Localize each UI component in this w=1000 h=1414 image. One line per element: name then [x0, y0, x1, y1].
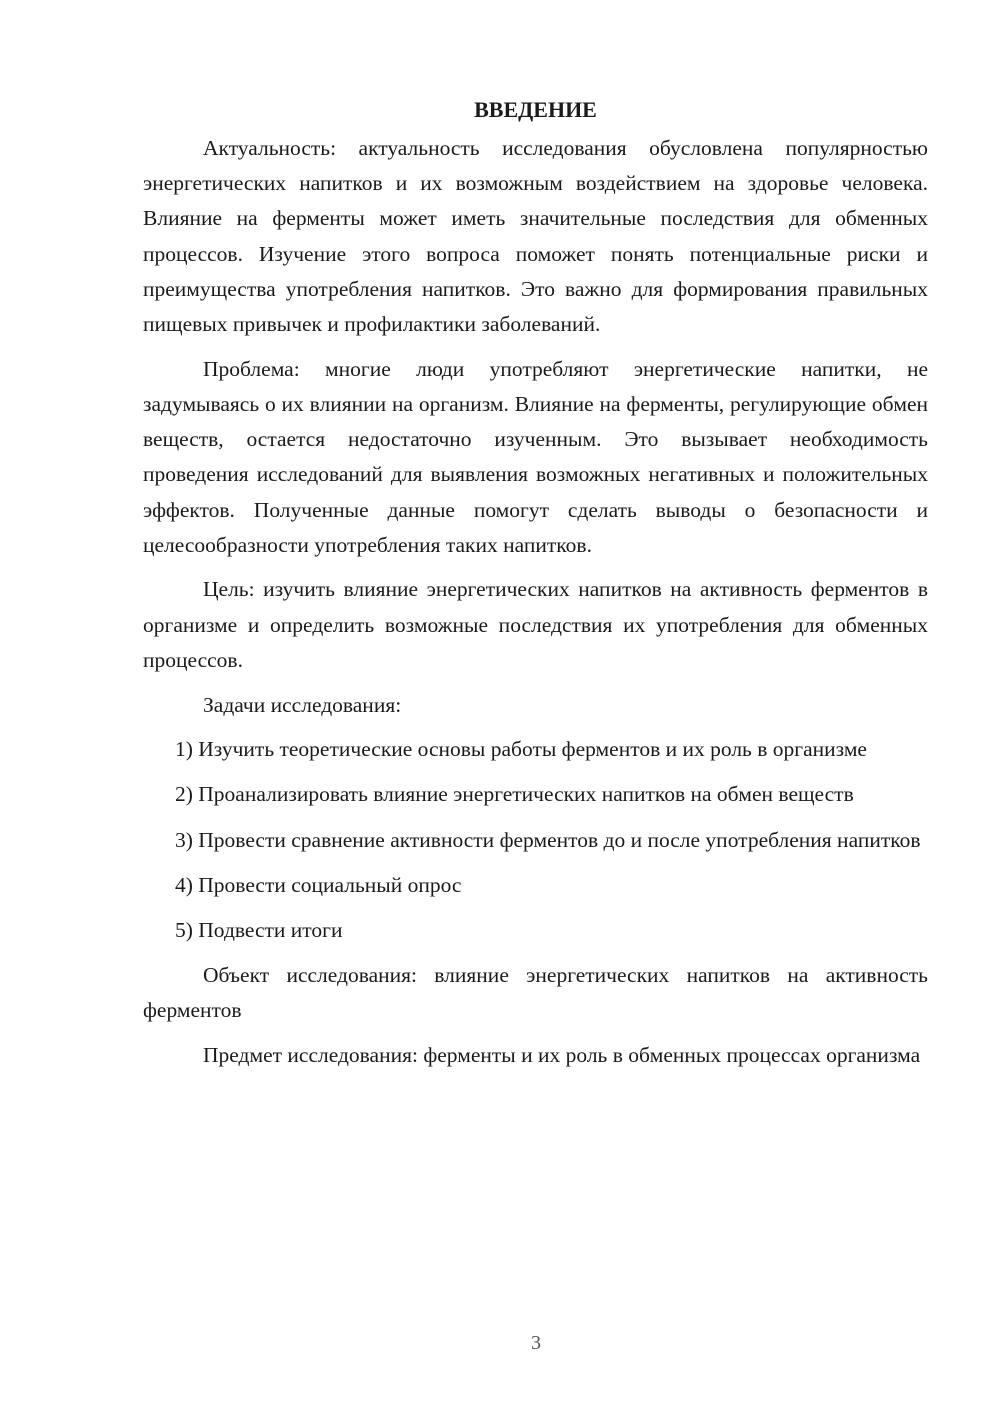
- goal-paragraph: Цель: изучить влияние энергетических напитков на активность ферментов в организме и определить возможные последствия их употребления для обменных процессов.: [143, 577, 928, 672]
- relevance-paragraph: Актуальность: актуальность исследования обусловлена популярностью энергетических напитков и их возможным воздействием на здоровье человека. Влияние на ферменты может иметь значительные последствия для обменных процессов. Изучение этого вопроса поможет понять потенциальные риски и преимущества употребления напитков. Это важно для формирования правильных пищевых привычек и профилактики заболеваний.: [143, 136, 928, 337]
- section-title: ВВЕДЕНИЕ: [474, 97, 597, 122]
- page-number: 3: [531, 1332, 541, 1354]
- task-item-5: 5) Подвести итоги: [175, 918, 343, 943]
- task-item-2: 2) Проанализировать влияние энергетических напитков на обмен веществ: [175, 782, 854, 807]
- tasks-heading: Задачи исследования:: [203, 692, 402, 717]
- problem-paragraph: Проблема: многие люди употребляют энергетические напитки, не задумываясь о их влиянии на организм. Влияние на ферменты, регулирующие обмен веществ, остается недостаточно изученным. Это вызывает необходимость проведения исследований для выявления возможных негативных и положительных эффектов. Полученные данные помогут сделать выводы о безопасности и целесообразности употребления таких напитков.: [143, 356, 928, 557]
- task-item-1: 1) Изучить теоретические основы работы ферментов и их роль в организме: [175, 737, 867, 762]
- task-item-4: 4) Провести социальный опрос: [175, 872, 462, 897]
- document-page: [143, 92, 928, 1083]
- object-paragraph: Объект исследования: влияние энергетических напитков на активность ферментов: [143, 963, 928, 1023]
- subject-paragraph: Предмет исследования: ферменты и их роль в обменных процессах организма: [203, 1043, 921, 1068]
- task-item-3: 3) Провести сравнение активности ферментов до и после употребления напитков: [175, 827, 921, 852]
